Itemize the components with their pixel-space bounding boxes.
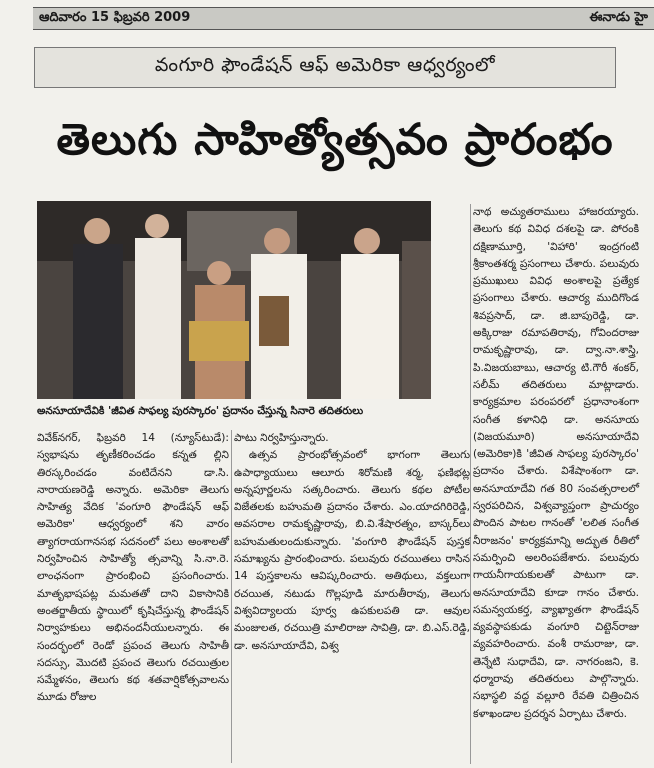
article-paragraph: పాటు నిర్వహిస్తున్నారు. xyxy=(234,432,329,444)
photo-caption: అనసూయాదేవికి 'జీవిత సాఫల్య పురస్కారం' ప్రదానం చేస్తున్న సినారె తదితరులు xyxy=(37,404,364,417)
article-column-2 xyxy=(234,430,470,763)
masthead-date: ఆదివారం 15 ఫిబ్రవరి 2009 xyxy=(39,9,191,25)
article-column-1 xyxy=(37,430,229,763)
column-divider xyxy=(231,430,232,763)
article-column-3 xyxy=(473,204,639,764)
article-headline: తెలుగు సాహిత్యోత్సవం ప్రారంభం xyxy=(56,115,614,165)
event-photo xyxy=(37,201,431,399)
event-photo-illustration xyxy=(37,201,431,399)
article-kicker: వంగూరి ఫౌండేషన్ ఆఫ్ అమెరికా ఆధ్వర్యంలో xyxy=(34,47,616,88)
article-paragraph: నాథ అచ్యుతరాములు హాజరయ్యారు. తెలుగు కథ వివిధ దశలపై డా. పోరంకి దక్షిణామూర్తి, 'విహారి' ఇంద్రగంటి శ్రీకాంతశర్మ ప్రసంగాలు చేశారు. పలువురు ప్రముఖులు వివిధ అంశాలపై ప్రత్యేక ప్రసంగాలు చేశారు. ఆచార్య ముదిగొండ శివప్రసాద్, డా. జి.బాపురెడ్డి, డా. అక్కిరాజు రమాపతిరావు, గోవిందరాజు రామకృష్ణారావు, డా. ద్వా.నా.శాస్త్రి, పి.విజయబాబు, ఆచార్య టి.గౌరీ శంకర్, సలీమ్ తదితరులు మాట్లాడారు. కార్యక్రమాల పరంపరలో ప్రధానాంశంగా సంగీత కళానిధి డా. అనసూయ (విజయమూరి) అనసూయాదేవి (అమెరికా)కి 'జీవిత సాఫల్య పురస్కారం' ప్రదానం చేశారు. విశేషాంశంగా డా. అనసూయాదేవి గత 80 సంవత్సరాలలో స్వరపరిచిన, విశ్వవ్యాప్తంగా ప్రాచుర్యం పొందిన పాటల గానంతో 'లలిత సంగీత నీరాజనం' కార్యక్రమాన్ని అద్భుత రీతిలో సమర్పించి అలరింపజేశారు. పలువురు గాయనీగాయకులతో పాటుగా డా. అనసూయాదేవి కూడా గానం చేశారు. సమన్వయకర్త, వ్యాఖ్యాతగా ఫౌండేషన్ వ్యవస్థాపకుడు వంగూరి చిట్టెన్‌రాజు వ్యవహరించారు. వంశీ రామరాజు, డా. తెన్నేటి సుధాదేవి, డా. నాగరంజని, కె. ధర్మారావు తదితరులు పాల్గొన్నారు. సభాస్థలి వద్ద వల్లూరి రేవతి చిత్రించిన కళాఖండాల ప్రదర్శన ఏర్పాటు చేశారు. xyxy=(473,206,639,720)
article-paragraph: ఉత్సవ ప్రారంభోత్సవంలో భాగంగా తెలుగు ఉపాధ్యాయులు ఆలూరు శిరోమణి శర్మ, ఫణిభట్ల అన్నపూర్ణలను సత్కరించారు. తెలుగు కథల పోటీల విజేతలకు బహుమతి ప్రదానం చేశారు. ఎం.యాదగిరిరెడ్డి, అవసరాల రామకృష్ణారావు, బి.వి.శేషారత్నం, బాస్కర్‌లు బహుమతులందుకున్నారు. 'వంగూరి ఫౌండేషన్ పుస్తక సమాఖ్యను ప్రారంభించారు. పలువురు రచయితలు రాసిన 14 పుస్తకాలను ఆవిష్కరించారు. అతిథులు, వక్తలుగా రచయిత, నటుడు గొల్లపూడి మారుతీరావు, తెలుగు విశ్వవిద్యాలయ పూర్వ ఉపకులపతి డా. ఆవుల మంజులత, రచయిత్రి మాలిరాజు సావిత్రి, డా. బి.ఎస్.రెడ్డి, డా. అనసూయాదేవి, విశ్వ xyxy=(234,449,470,652)
newspaper-masthead xyxy=(33,7,654,30)
column-divider xyxy=(470,204,471,764)
article-paragraph: వివేక్‌నగర్, ఫిబ్రవరి 14 (న్యూస్‌టుడే): స్వభాషను తృణీకరించడం కన్నత ల్లిని తిరస్కరించడం వంటిదేనని డా.సి. నారాయణరెడ్డి అన్నారు. అమెరికా తెలుగు సాహిత్య వేదిక 'వంగూరి ఫౌండేషన్ ఆఫ్ అమెరికా' ఆధ్వర్యంలో శని వారం త్యాగరాయగానసభ సదనంలో పలు అంశాలతో నిర్వహించిన సాహిత్యో త్సవాన్ని సి.నా.రె. లాంఛనంగా ప్రారంభించి ప్రసంగించారు. మాతృభాషపట్ల మమతతో దాని వికాసానికి అంతర్జాతీయ స్థాయిలో కృషిచేస్తున్న ఫౌండేషన్ నిర్వాహకులు అభినందనీయులన్నారు. ఈ సందర్భంలో రెండో ప్రపంచ తెలుగు సాహితీ సదస్సు, మొదటి ప్రపంచ తెలుగు రచయిత్రుల సమ్మేళనం, తెలుగు కథ శతవార్షికోత్సవాలను మూడు రోజుల xyxy=(37,432,229,704)
masthead-edition: ఈనాడు హై xyxy=(589,9,648,25)
